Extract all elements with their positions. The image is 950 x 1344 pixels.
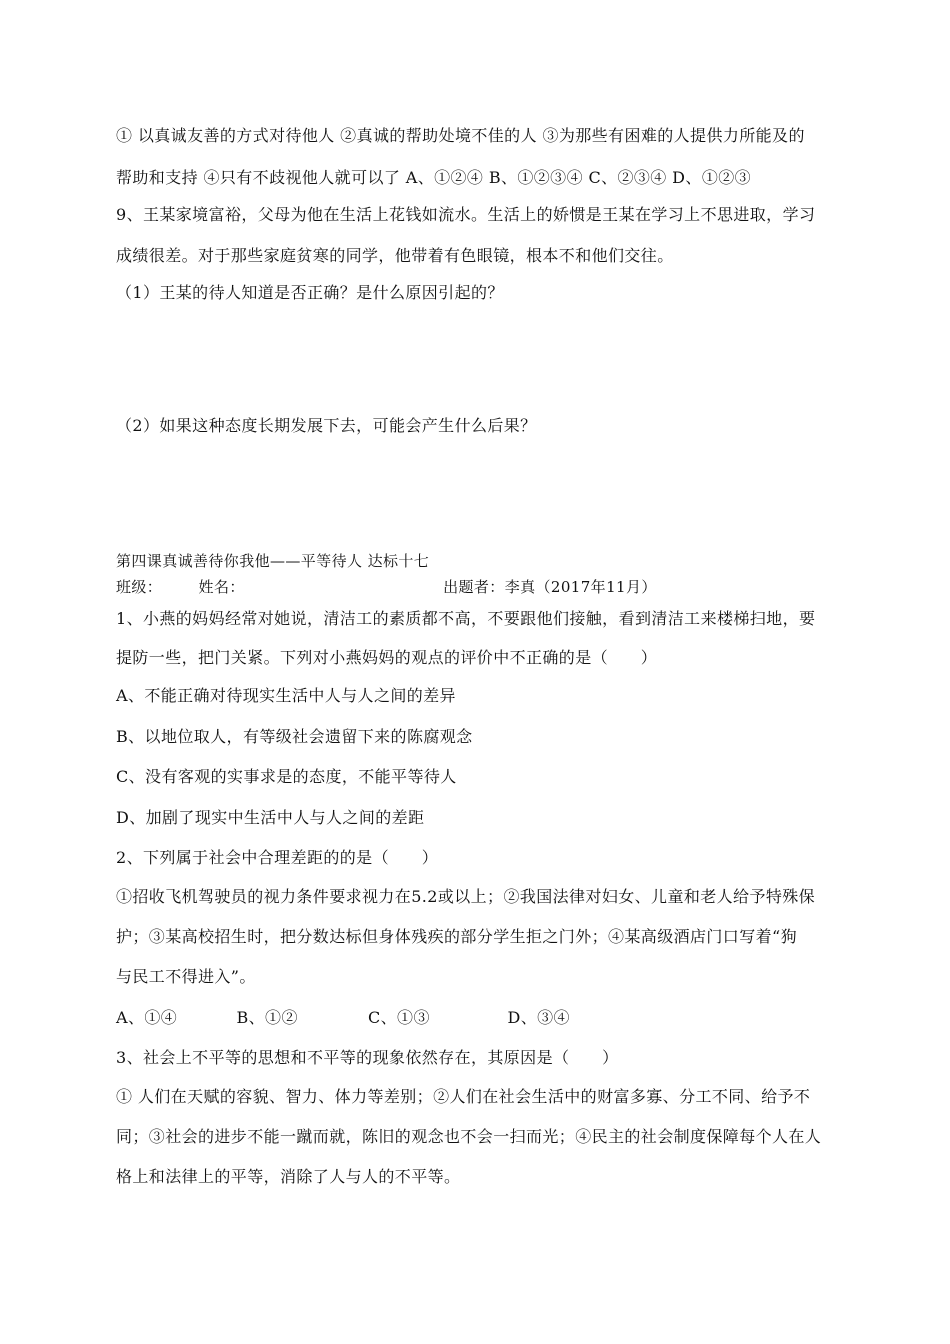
q1-option-c: C、没有客观的实事求是的态度，不能平等待人 [116, 767, 457, 786]
q8-options-line-1: ① 以真诚友善的方式对待他人 ②真诚的帮助处境不佳的人 ③为那些有困难的人提供力所能及的 [116, 126, 805, 145]
q1-stem-line-2: 提防一些，把门关紧。下列对小燕妈妈的观点的评价中不正确的是（ ） [116, 648, 658, 667]
q3-stem: 3、社会上不平等的思想和不平等的现象依然存在，其原因是（ ） [116, 1048, 619, 1067]
q2-options-row [116, 1008, 846, 1028]
q3-statement-line-3: 格上和法律上的平等，消除了人与人的不平等。 [116, 1167, 461, 1186]
q1-option-a: A、不能正确对待现实生活中人与人之间的差异 [116, 686, 456, 705]
q9-stem-line-1: 9、王某家境富裕，父母为他在生活上花钱如流水。生活上的娇惯是王某在学习上不思进取，学习 [116, 205, 816, 224]
lesson-title: 第四课真诚善待你我他——平等待人 达标十七 [116, 552, 430, 570]
q1-stem-line-1: 1、小燕的妈妈经常对她说，清洁工的素质都不高，不要跟他们接触，看到清洁工来楼梯扫地，要 [116, 609, 816, 628]
name-label: 姓名： [198, 578, 245, 596]
q2-option-b: B、①② [236, 1008, 298, 1027]
q2-option-d: D、③④ [507, 1008, 570, 1027]
q8-options-line-2: 帮助和支持 ④只有不歧视他人就可以了 A、①②④ B、①②③④ C、②③④ D、①②③ [116, 168, 752, 187]
author-info: 出题者：李真（2017年11月） [443, 578, 657, 596]
lesson-meta-row [116, 577, 846, 597]
q3-statement-line-2: 同；③社会的进步不能一蹴而就，陈旧的观念也不会一扫而光；④民主的社会制度保障每个人在人 [116, 1127, 822, 1146]
q2-option-a: A、①④ [116, 1008, 178, 1027]
class-label: 班级： [116, 578, 163, 596]
q9-stem-line-2: 成绩很差。对于那些家庭贫寒的同学，他带着有色眼镜，根本不和他们交往。 [116, 246, 674, 265]
q3-statement-line-1: ① 人们在天赋的容貌、智力、体力等差别；②人们在社会生活中的财富多寡、分工不同、给予不 [116, 1087, 811, 1106]
q2-stem: 2、下列属于社会中合理差距的的是（ ） [116, 848, 439, 867]
q2-statement-line-1: ①招收飞机驾驶员的视力条件要求视力在5.2或以上；②我国法律对妇女、儿童和老人给予特殊保 [116, 887, 816, 906]
q2-statement-line-3: 与民工不得进入”。 [116, 967, 256, 986]
q2-statement-line-2: 护；③某高校招生时，把分数达标但身体残疾的部分学生拒之门外；④某高级酒店门口写着“狗 [116, 927, 797, 946]
q9-subquestion-1: （1）王某的待人知道是否正确？是什么原因引起的？ [116, 283, 504, 302]
q9-subquestion-2: （2）如果这种态度长期发展下去，可能会产生什么后果？ [116, 416, 537, 435]
q1-option-d: D、加剧了现实中生活中人与人之间的差距 [116, 808, 425, 827]
q1-option-b: B、以地位取人，有等级社会遗留下来的陈腐观念 [116, 727, 473, 746]
q2-option-c: C、①③ [368, 1008, 430, 1027]
